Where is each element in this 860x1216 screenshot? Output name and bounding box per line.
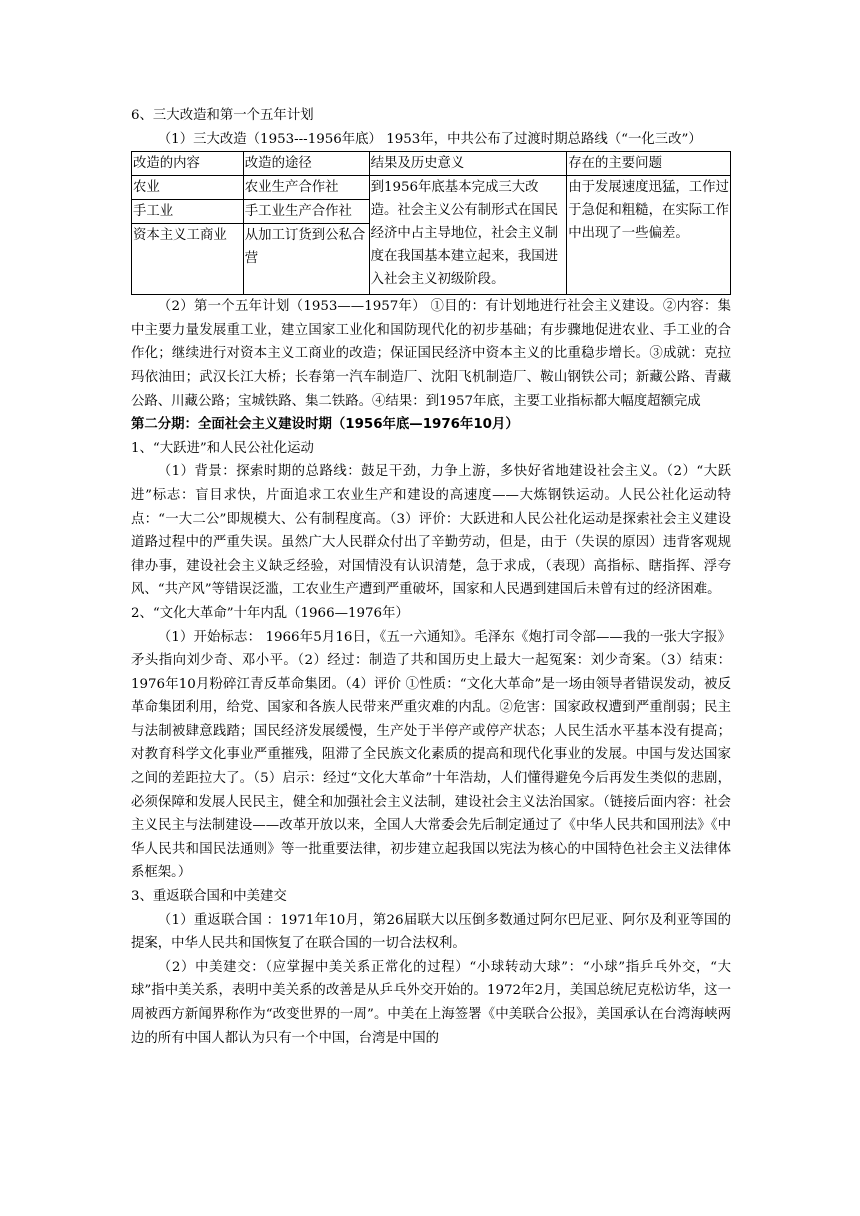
- table-cell: 手工业: [132, 200, 244, 224]
- table-header-row: [132, 152, 731, 176]
- table-header-cell: 结果及历史意义: [369, 152, 567, 176]
- section-title: 2、“文化大革命”十年内乱（1966—1976年）: [131, 605, 409, 621]
- table-cell: 农业生产合作社: [243, 176, 369, 200]
- table-row: [132, 176, 731, 200]
- table-header-cell: 存在的主要问题: [567, 152, 731, 176]
- phase-title: 第二分期：全面社会主义建设时期（1956年底—1976年10月）: [131, 417, 519, 433]
- section-title: 1、“大跃进”和人民公社化运动: [131, 440, 314, 456]
- paragraph: （1）背景：探索时期的总路线：鼓足干劲，力争上游，多快好省地建设社会主义。（2）“大跃进”标志：盲目求快，片面追求工农业生产和建设的高速度——大炼钢铁运动。人民公社化运动特点：“一大二公”即规模大、公有制程度高。（3）评价：大跃进和人民公社化运动是探索社会主义建设道路过程中的严重失误。虽然广大人民群众付出了辛勤劳动，但是，由于（失误的原因）违背客观规律办事，建设社会主义缺乏经验，对国情没有认识清楚，急于求成，（表现）高指标、瞎指挥、浮夸风、“共产风”等错误泛滥，工农业生产遭到严重破坏，国家和人民遇到建国后未曾有过的经济困难。: [131, 464, 731, 598]
- document-page: [131, 104, 731, 1050]
- section-title: 3、重返联合国和中美建交: [131, 889, 287, 905]
- table-cell: 资本主义工商业: [132, 224, 244, 295]
- section-title: 6、三大改造和第一个五年计划: [131, 108, 314, 123]
- table-header-cell: 改造的途径: [243, 152, 369, 176]
- reform-table: [131, 151, 731, 295]
- table-cell: 从加工订货到公私合营: [243, 224, 369, 295]
- paragraph: （2）中美建交：（应掌握中美关系正常化的过程）“小球转动大球”：“小球”指乒乓外交，“大球”指中美关系，表明中美关系的改善是从乒乓外交开始的。1972年2月，美国总统尼克松访华，这一周被西方新闻界称作为“改变世界的一周”。中美在上海签署《中美联合公报》，美国承认在台湾海峡两边的所有中国人都认为只有一个中国，台湾是中国的: [131, 959, 731, 1046]
- paragraph: （1）三大改造（1953---1956年底） 1953年，中共公布了过渡时期总路线（“一化三改”）: [157, 131, 702, 147]
- table-header-cell: 改造的内容: [132, 152, 244, 176]
- paragraph: （1）开始标志： 1966年5月16日，《五一六通知》。毛泽东《炮打司令部——我的一张大字报》矛头指向刘少奇、邓小平。（2）经过：制造了共和国历史上最大一起冤案：刘少奇案。（3）结束：1976年10月粉碎江青反革命集团。（4）评价 ①性质：“文化大革命”是一场由领导者错误发动，被反革命集团利用，给党、国家和各族人民带来严重灾难的内乱。②危害：国家政权遭到严重削弱；民主与法制被肆意践踏；国民经济发展缓慢，生产处于半停产或停产状态；人民生活水平基本没有提高；对教育科学文化事业严重摧残，阻滞了全民族文化素质的提高和现代化事业的发展。中国与发达国家之间的差距拉大了。（5）启示：经过“文化大革命”十年浩劫，人们懂得避免今后再发生类似的悲剧，必须保障和发展人民民主，健全和加强社会主义法制，建设社会主义法治国家。（链接后面内容：社会主义民主与法制建设——改革开放以来，全国人大常委会先后制定通过了《中华人民共和国刑法》《中华人民共和国民法通则》等一批重要法律，初步建立起我国以宪法为核心的中国特色社会主义法律体系框架。）: [131, 629, 731, 881]
- paragraph: （1）重返联合国 ：1971年10月，第26届联大以压倒多数通过阿尔巴尼亚、阿尔及利亚等国的提案，中华人民共和国恢复了在联合国的一切合法权利。: [131, 912, 731, 952]
- result-cell: 到1956年底基本完成三大改造。社会主义公有制形式在国民经济中占主导地位，社会主义制度在我国基本建立起来，我国进入社会主义初级阶段。: [369, 176, 567, 295]
- table-cell: 农业: [132, 176, 244, 200]
- paragraph: （2）第一个五年计划（1953——1957年） ①目的：有计划地进行社会主义建设。②内容：集中主要力量发展重工业，建立国家工业化和国防现代化的初步基础；有步骤地促进农业、手工业的合作化；继续进行对资本主义工商业的改造；保证国民经济中资本主义的比重稳步增长。③成就：克拉玛依油田；武汉长江大桥；长春第一汽车制造厂、沈阳飞机制造厂、鞍山钢铁公司；新藏公路、青藏公路、川藏公路；宝城铁路、集二铁路。④结果：到1957年底，主要工业指标都大幅度超额完成: [131, 299, 731, 409]
- problem-cell: 由于发展速度迅猛，工作过于急促和粗糙，在实际工作中出现了一些偏差。: [567, 176, 731, 295]
- table-cell: 手工业生产合作社: [243, 200, 369, 224]
